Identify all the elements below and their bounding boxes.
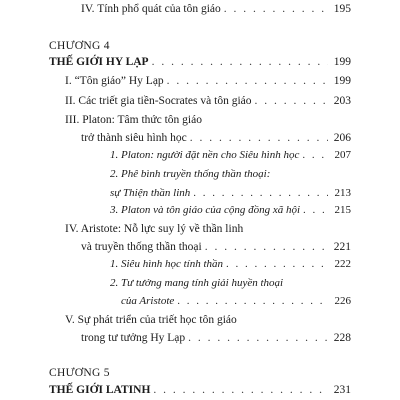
toc-entry-title: sự Thiện thần linh	[110, 187, 191, 199]
leader-dots	[167, 74, 328, 88]
toc-entry-page: 228	[333, 332, 351, 344]
chapter-label: CHƯƠNG 4	[49, 40, 110, 52]
toc-entry	[65, 94, 351, 108]
leader-dots	[193, 186, 328, 200]
toc-subentry	[121, 294, 351, 308]
toc-entry-page: 207	[334, 149, 351, 161]
toc-entry-title: II. Các triết gia tiền-Socrates và tôn giáo	[65, 95, 252, 107]
leader-dots	[255, 94, 329, 108]
toc-subentry	[110, 186, 351, 200]
toc-entry-title: trong tư tưởng Hy Lạp	[81, 332, 186, 344]
toc-entry-title: IV. Tính phổ quát của tôn giáo	[81, 3, 221, 15]
chapter-title: THẾ GIỚI HY LẠP	[49, 56, 149, 68]
leader-dots	[205, 240, 328, 254]
toc-entry-page: 231	[333, 384, 351, 396]
toc-subentry	[110, 148, 351, 162]
toc-entry-page: 221	[333, 241, 351, 253]
toc-entry	[81, 2, 351, 16]
leader-dots	[190, 131, 328, 145]
toc-entry-title: 1. Platon: người đặt nền cho Siêu hình học	[110, 149, 300, 161]
toc-entry-title: III. Platon: Tâm thức tôn giáo	[65, 114, 202, 126]
toc-entry-title: 1. Siêu hình học tính thần	[110, 258, 224, 270]
toc-entry-title: trở thành siêu hình học	[81, 132, 187, 144]
leader-dots	[303, 203, 328, 217]
toc-entry-page: 195	[333, 3, 351, 15]
toc-subentry	[110, 257, 351, 271]
toc-entry-title: và truyền thống thần thoại	[81, 241, 202, 253]
toc-entry-title: IV. Aristote: Nỗ lực suy lý về thần linh	[65, 223, 244, 235]
toc-entry-page: 206	[333, 132, 351, 144]
toc-entry-page: 213	[334, 187, 351, 199]
toc-entry	[81, 131, 351, 145]
toc-entry-title: 2. Phê bình truyền thống thần thoại:	[110, 168, 271, 180]
toc-entry-page: 222	[334, 258, 351, 270]
toc-entry-page: 203	[333, 95, 351, 107]
leader-dots	[152, 55, 328, 69]
toc-entry	[65, 74, 351, 88]
chapter-title-entry	[49, 55, 351, 69]
toc-entry-page: 215	[334, 204, 351, 216]
chapter-title: THẾ GIỚI LATINH	[49, 384, 151, 396]
toc-entry-title: của Aristote	[121, 295, 175, 307]
toc-entry-title: V. Sự phát triển của triết học tôn giáo	[65, 314, 237, 326]
toc-entry-page: 199	[333, 75, 351, 87]
toc-entry-title: 2. Tư tưởng mang tính giải huyền thoại	[110, 277, 284, 289]
toc-entry-page: 199	[333, 56, 351, 68]
toc-entry	[81, 331, 351, 345]
toc-entry-title: I. “Tôn giáo” Hy Lạp	[65, 75, 164, 87]
leader-dots	[224, 2, 328, 16]
leader-dots	[153, 383, 328, 397]
leader-dots	[188, 331, 328, 345]
chapter-title-entry	[49, 383, 351, 397]
leader-dots	[226, 257, 328, 271]
chapter-label: CHƯƠNG 5	[49, 367, 110, 379]
toc-entry-page: 226	[334, 295, 351, 307]
leader-dots	[302, 148, 328, 162]
leader-dots	[177, 294, 328, 308]
toc-subentry	[110, 203, 351, 217]
toc-entry-title: 3. Platon và tôn giáo của cộng đồng xã hội	[110, 204, 301, 216]
toc-entry	[81, 240, 351, 254]
